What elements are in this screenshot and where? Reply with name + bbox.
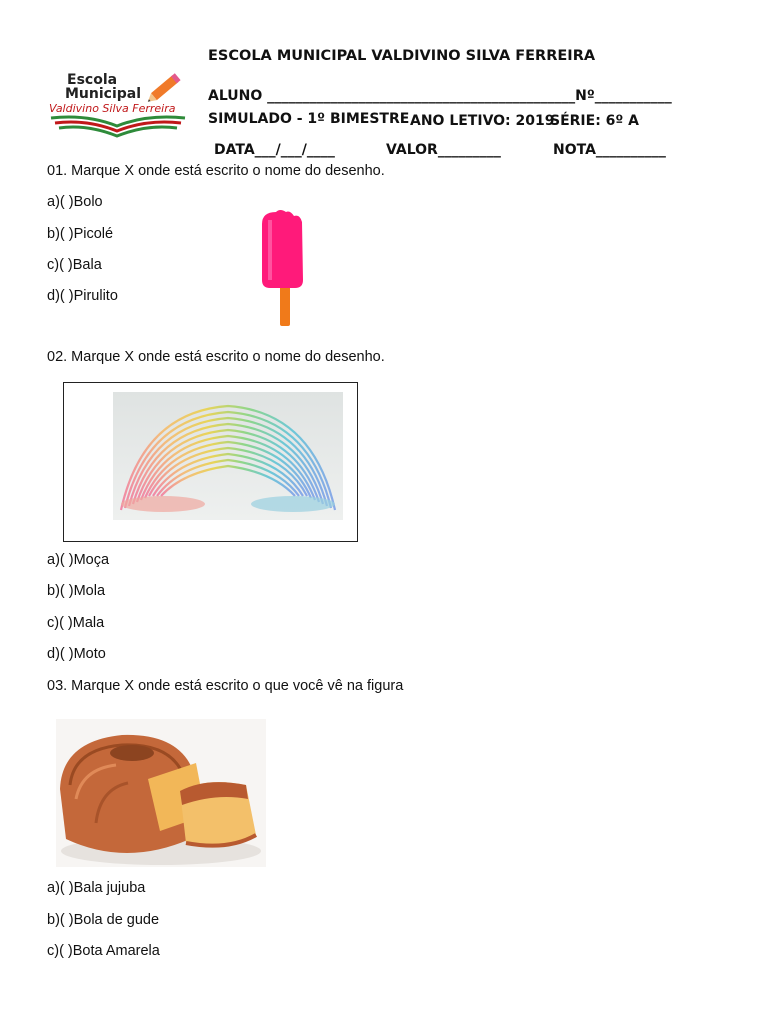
logo-line-2: Municipal <box>65 86 142 102</box>
q1-option-a: a)( )Bolo <box>47 194 103 210</box>
simulado-label: SIMULADO - 1º BIMESTRE <box>208 111 410 127</box>
school-logo <box>47 66 189 138</box>
q2-option-d: d)( )Moto <box>47 646 106 662</box>
value-field: VALOR_________ <box>386 142 501 158</box>
q1-option-c: c)( )Bala <box>47 257 102 273</box>
q2-option-c: c)( )Mala <box>47 615 105 631</box>
q1-option-d: d)( )Pirulito <box>47 288 118 304</box>
q1-option-b: b)( )Picolé <box>47 226 114 242</box>
q3-option-a: a)( )Bala jujuba <box>47 880 146 896</box>
question-2: 02. Marque X onde está escrito o nome do desenho. <box>47 349 385 365</box>
q2-option-b: b)( )Mola <box>47 583 106 599</box>
bundt-cake-icon <box>56 719 266 867</box>
question-3: 03. Marque X onde está escrito o que você vê na figura <box>47 678 404 694</box>
school-name: ESCOLA MUNICIPAL VALDIVINO SILVA FERREIRA <box>208 48 596 64</box>
school-year-label: ANO LETIVO: 2019 <box>410 113 555 129</box>
q3-option-b: b)( )Bola de gude <box>47 912 160 928</box>
score-field: NOTA__________ <box>553 142 666 158</box>
date-field: DATA___/___/____ <box>214 142 335 158</box>
q3-option-c: c)( )Bota Amarela <box>47 943 160 959</box>
logo-line-1: Escola <box>67 72 118 88</box>
logo-line-3: Valdivino Silva Ferreira <box>49 102 176 115</box>
slinky-spring-icon <box>113 392 343 520</box>
grade-label: SÉRIE: 6º A <box>550 113 640 129</box>
popsicle-icon <box>250 208 310 330</box>
student-name-field: ALUNO ____________________________________________Nº___________ <box>208 88 672 104</box>
q2-option-a: a)( )Moça <box>47 552 110 568</box>
question-1: 01. Marque X onde está escrito o nome do desenho. <box>47 163 385 179</box>
